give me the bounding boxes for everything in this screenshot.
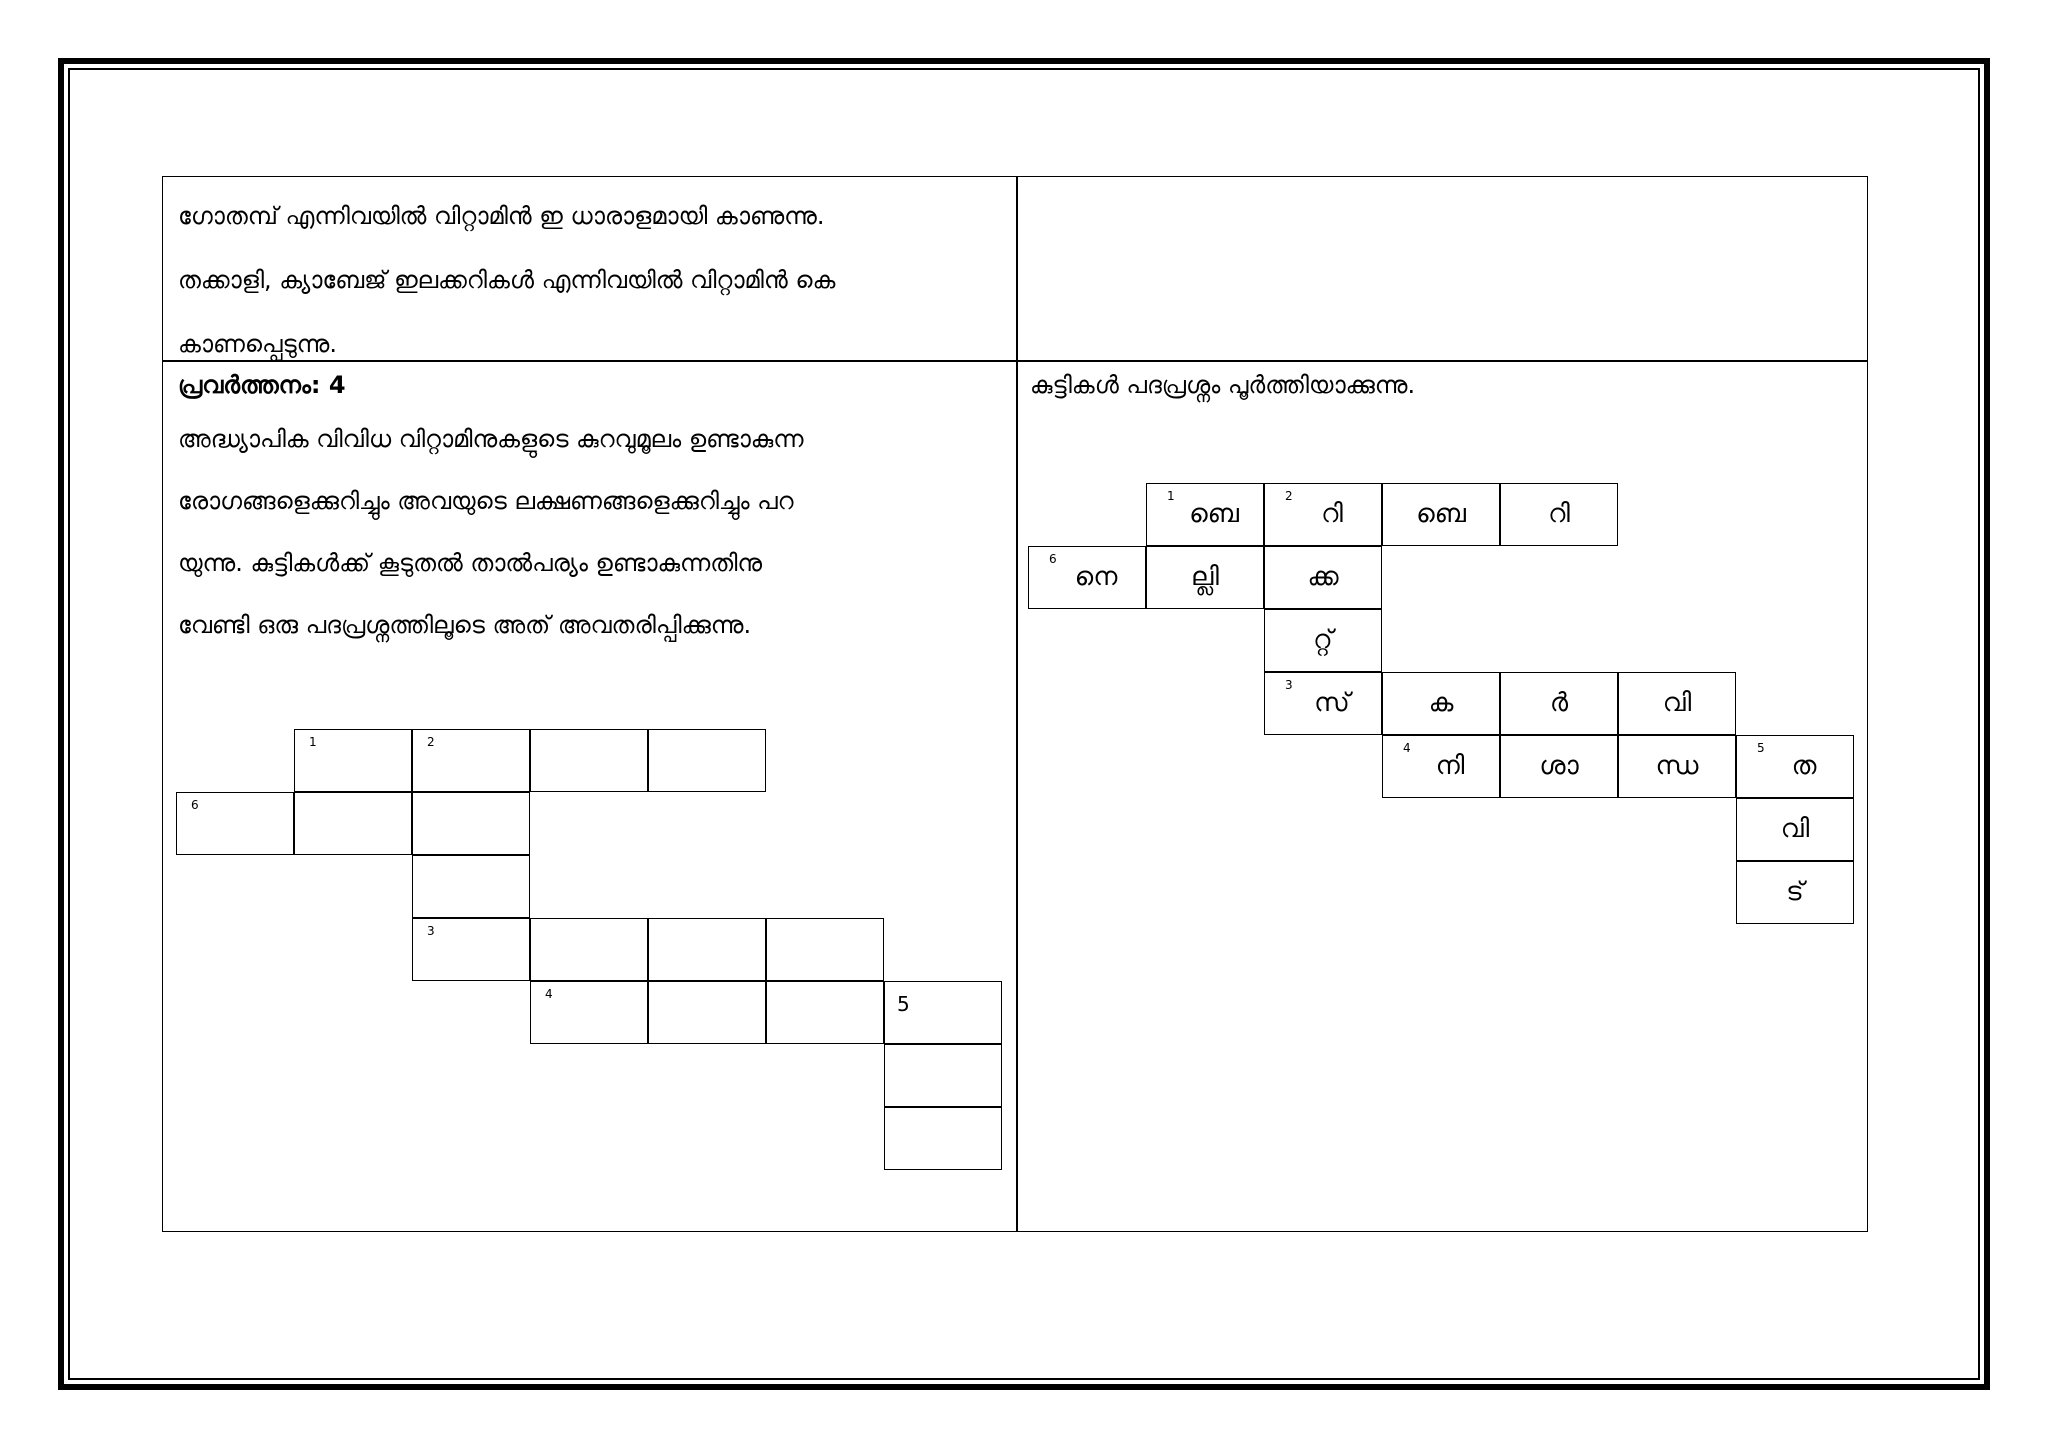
solved-crossword-letter: ക്ക: [1307, 562, 1339, 592]
blank-crossword-cell[interactable]: [412, 792, 530, 855]
activity-line-1: അദ്ധ്യാപിക വിവിധ വിറ്റാമിനുകളുടെ കുറവുമൂലം ഉണ്ടാകുന്ന: [178, 425, 804, 453]
solved-crossword-cell: [1618, 735, 1736, 798]
solved-crossword-letter: ത: [1791, 751, 1817, 781]
blank-crossword-cell[interactable]: [412, 918, 530, 981]
blank-crossword-cell[interactable]: [648, 729, 766, 792]
blank-crossword-cell[interactable]: [412, 729, 530, 792]
vitamin-line-1: ഗോതമ്പ് എന്നിവയിൽ വിറ്റാമിൻ ഇ ധാരാളമായി കാണുന്നു.: [178, 202, 825, 230]
solved-crossword-cell: [1264, 672, 1382, 735]
solved-crossword-letter: ബെ: [1189, 499, 1239, 529]
blank-crossword-cell[interactable]: [648, 981, 766, 1044]
blank-crossword-cell[interactable]: [294, 792, 412, 855]
blank-crossword-cell[interactable]: [766, 918, 884, 981]
table-column-divider: [1016, 176, 1018, 1232]
blank-crossword-clue-number: 3: [427, 924, 435, 938]
solved-crossword-cell: [1500, 672, 1618, 735]
response-cell: [1030, 370, 1856, 400]
solved-crossword-cell: [1264, 609, 1382, 672]
solved-crossword-letter: ക: [1428, 688, 1454, 718]
blank-crossword-cell[interactable]: [884, 1044, 1002, 1107]
blank-crossword-cell[interactable]: [884, 1107, 1002, 1170]
vitamin-line-2: തക്കാളി, ക്യാബേജ് ഇലക്കറികൾ എന്നിവയിൽ വിറ്റാമിൻ കെ: [178, 266, 836, 294]
blank-crossword-clue-number: 6: [191, 798, 199, 812]
blank-crossword-cell[interactable]: [884, 981, 1002, 1044]
solved-crossword-letter: വി: [1662, 688, 1692, 718]
solved-crossword-cell: [1146, 546, 1264, 609]
solved-crossword-letter: ല്ലി: [1191, 562, 1219, 592]
solved-crossword-cell: [1382, 483, 1500, 546]
vitamin-sources-cell: [178, 184, 1004, 376]
solved-crossword-letter: ന്ധ: [1655, 751, 1699, 781]
blank-crossword-cell[interactable]: [648, 918, 766, 981]
solved-crossword-clue-number: 2: [1285, 489, 1293, 503]
solved-crossword-letter: റി: [1548, 499, 1570, 529]
activity-line-4: വേണ്ടി ഒരു പദപ്രശ്നത്തിലൂടെ അത് അവതരിപ്പിക്കുന്നു.: [178, 611, 752, 639]
solved-crossword-letter: ർ: [1549, 688, 1569, 718]
solved-crossword-letter: നെ: [1074, 562, 1118, 592]
blank-crossword-cell[interactable]: [294, 729, 412, 792]
blank-crossword-clue-number: 5: [897, 992, 910, 1016]
solved-crossword-cell: [1736, 735, 1854, 798]
solved-crossword-letter: ട്: [1786, 877, 1804, 907]
blank-crossword-cell[interactable]: [412, 855, 530, 918]
solved-crossword-letter: ശാ: [1539, 751, 1579, 781]
solved-crossword-letter: നി: [1435, 751, 1465, 781]
solved-crossword-letter: ബെ: [1416, 499, 1466, 529]
solved-crossword-cell: [1264, 483, 1382, 546]
solved-crossword-clue-number: 3: [1285, 678, 1293, 692]
response-text: കുട്ടികൾ പദപ്രശ്നം പൂർത്തിയാക്കുന്നു.: [1030, 371, 1416, 399]
blank-crossword-cell[interactable]: [530, 981, 648, 1044]
solved-crossword-cell: [1146, 483, 1264, 546]
solved-crossword-cell: [1382, 735, 1500, 798]
solved-crossword-cell: [1500, 483, 1618, 546]
solved-crossword-letter: വി: [1780, 814, 1810, 844]
blank-crossword-clue-number: 1: [309, 735, 317, 749]
solved-crossword-cell: [1736, 861, 1854, 924]
blank-crossword-cell[interactable]: [176, 792, 294, 855]
activity-title: പ്രവർത്തനം: 4: [178, 371, 346, 399]
activity-line-3: യുന്നു. കുട്ടികൾക്ക് കൂടുതൽ താൽപര്യം ഉണ്ടാകുന്നതിനു: [178, 549, 763, 577]
solved-crossword-letter: സ്: [1314, 688, 1350, 718]
solved-crossword-cell: [1382, 672, 1500, 735]
solved-crossword-clue-number: 1: [1167, 489, 1175, 503]
solved-crossword-cell: [1264, 546, 1382, 609]
blank-crossword-cell[interactable]: [530, 729, 648, 792]
solved-crossword-cell: [1028, 546, 1146, 609]
solved-crossword-clue-number: 5: [1757, 741, 1765, 755]
solved-crossword-letter: റ്റ്: [1313, 625, 1333, 655]
blank-crossword-clue-number: 2: [427, 735, 435, 749]
solved-crossword-letter: റി: [1321, 499, 1343, 529]
solved-crossword-cell: [1500, 735, 1618, 798]
blank-crossword-cell[interactable]: [530, 918, 648, 981]
blank-crossword-cell[interactable]: [766, 981, 884, 1044]
solved-crossword-clue-number: 4: [1403, 741, 1411, 755]
blank-crossword-clue-number: 4: [545, 987, 553, 1001]
solved-crossword-clue-number: 6: [1049, 552, 1057, 566]
activity-cell: [178, 370, 1004, 656]
solved-crossword-cell: [1736, 798, 1854, 861]
solved-crossword-cell: [1618, 672, 1736, 735]
vitamin-line-3: കാണപ്പെടുന്നു.: [178, 330, 337, 358]
activity-line-2: രോഗങ്ങളെക്കുറിച്ചും അവയുടെ ലക്ഷണങ്ങളെക്കുറിച്ചും പറ: [178, 487, 794, 515]
